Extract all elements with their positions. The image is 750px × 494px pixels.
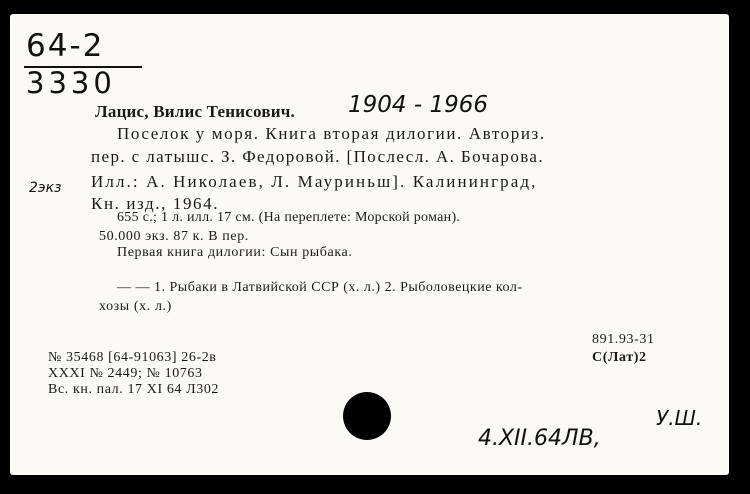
physical-description-1: 655 с.; 1 л. илл. 17 см. (На переплете: Морской роман). <box>117 210 461 225</box>
record-line-2: XXXI № 2449; № 10763 <box>48 366 203 381</box>
series-note: Первая книга дилогии: Сын рыбака. <box>117 245 353 260</box>
author-heading: Лацис, Вилис Тенисович. <box>95 102 295 121</box>
shelf-mark-bottom: 3330 <box>26 66 116 100</box>
classification-index: С(Лат)2 <box>592 350 647 365</box>
description-line-2: пер. с латышс. З. Федоровой. [Послесл. А. Бочарова. <box>91 147 545 166</box>
physical-description-2: 50.000 экз. 87 к. В пер. <box>99 229 249 244</box>
record-line-1: № 35468 [64-91063] 26-2в <box>48 350 217 365</box>
initials: У.Ш. <box>656 406 703 430</box>
subjects-line-2: хозы (х. л.) <box>99 299 172 314</box>
description-line-1: Поселок у моря. Книга вторая дилогии. Авториз. <box>117 124 546 143</box>
record-line-3: Вс. кн. пал. 17 XI 64 Л302 <box>48 382 220 397</box>
catalog-card <box>10 14 729 475</box>
received-date: 4.XII.64ЛВ, <box>478 426 601 451</box>
life-dates: 1904 - 1966 <box>348 92 488 118</box>
subjects-line-1: — — 1. Рыбаки в Латвийской ССР (х. л.) 2. Рыболовецкие кол- <box>117 280 523 295</box>
description-line-3: Илл.: А. Николаев, Л. Мауриньш]. Калининград, <box>91 172 538 191</box>
margin-note: 2экз <box>29 180 62 196</box>
description-line-4: Кн. изд., 1964. <box>91 194 220 213</box>
card-punch-hole <box>343 392 391 440</box>
classification-number: 891.93-31 <box>592 332 655 347</box>
shelf-mark-top: 64-2 <box>26 28 105 64</box>
